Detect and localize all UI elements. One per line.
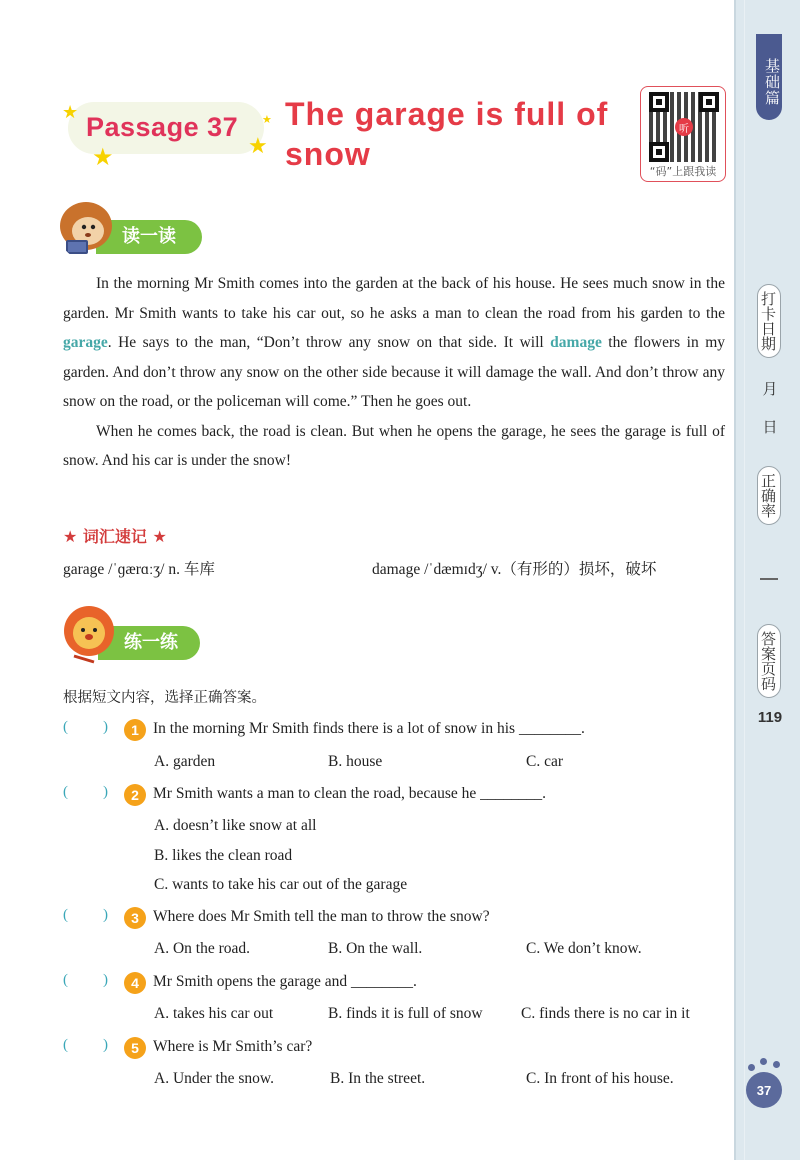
qr-finder-icon [649, 92, 669, 112]
option-c: C. finds there is no car in it [521, 1005, 690, 1022]
option-b: B. house [328, 753, 383, 770]
option-a: A. takes his car out [154, 1005, 274, 1022]
question-number-badge: 1 [124, 719, 146, 741]
page-number-badge: 37 [746, 1072, 782, 1108]
question-text: Where does Mr Smith tell the man to throw the snow? [153, 908, 490, 925]
option-a: A. garden [154, 753, 216, 770]
option-b: B. finds it is full of snow [328, 1005, 483, 1022]
question-number-badge: 4 [124, 972, 146, 994]
passage-number: Passage 37 [86, 112, 239, 142]
passage-paragraph: When he comes back, the road is clean. But when he opens the garage, he sees the garage is full of snow. And his car is under the snow! [63, 422, 725, 469]
question-1: ( ) 1 In the morning Mr Smith finds there is a lot of snow in his ________. [63, 719, 725, 741]
option-c: C. We don’t know. [526, 940, 642, 957]
option-c: C. In front of his house. [526, 1070, 674, 1087]
star-icon: ★ [62, 102, 79, 123]
passage-paragraph: In the morning Mr Smith comes into the garden at the back of his house. He sees much snow in the garden. Mr Smith wants to take his car out, so he asks a man to clean the road from his garden to the garage. He says to the man, “Don’t throw any snow on that side. It will damage the flowers in my garden. And don’t throw any snow on the other side because it will damage the wall. And don’t throw any snow on the road, or the policeman will come.” Then he goes out. [63, 275, 725, 410]
check-in-date-box: 打卡日期 [757, 284, 781, 358]
option-a: A. doesn’t like snow at all [154, 817, 317, 834]
question-text: Mr Smith opens the garage and ________. [153, 973, 417, 990]
page-title: The garage is full of snow [285, 96, 609, 172]
answer-page-number: 119 [757, 709, 783, 726]
option-c: C. car [526, 753, 564, 770]
question-2: ( ) 2 Mr Smith wants a man to clean the road, because he ________. [63, 784, 725, 806]
option-c: C. wants to take his car out of the garage [154, 876, 408, 893]
paw-toe-icon [760, 1058, 767, 1065]
instruction-text: 根据短文内容，选择正确答案。 [63, 690, 266, 706]
read-section-label: 读一读 [96, 220, 202, 254]
day-label: 日 [762, 418, 778, 436]
qr-caption: “码”上跟我读 [649, 165, 717, 178]
accuracy-blank [760, 578, 778, 580]
keyword-damage: damage [550, 334, 602, 351]
question-5: ( ) 5 Where is Mr Smith’s car? [63, 1037, 725, 1059]
qr-code-card[interactable] [640, 86, 726, 182]
practice-section-label: 练一练 [98, 626, 200, 660]
reading-passage [63, 269, 725, 476]
question-text: Mr Smith wants a man to clean the road, because he ________. [153, 785, 546, 802]
option-a: A. On the road. [154, 940, 250, 957]
accuracy-box: 正确率 [757, 466, 781, 525]
option-b: B. likes the clean road [154, 847, 293, 864]
vocab-item-damage: damage /ˈdæmɪdʒ/ v.（有形的）损坏，破坏 [372, 561, 657, 578]
question-4: ( ) 4 Mr Smith opens the garage and ________. [63, 972, 725, 994]
side-strip [734, 0, 800, 1160]
question-3: ( ) 3 Where does Mr Smith tell the man to throw the snow? [63, 907, 725, 929]
section-tab: 基础篇 [756, 34, 782, 120]
star-icon: ★ [262, 113, 272, 126]
qr-finder-icon [699, 92, 719, 112]
vocab-item-garage: garage /ˈɡærɑːʒ/ n. 车库 [63, 561, 215, 578]
paw-toe-icon [748, 1064, 755, 1071]
question-number-badge: 5 [124, 1037, 146, 1059]
option-b: B. On the wall. [328, 940, 423, 957]
lion-icon [62, 604, 116, 666]
question-text: Where is Mr Smith’s car? [153, 1038, 313, 1055]
keyword-garage: garage [63, 334, 108, 351]
question-number-badge: 2 [124, 784, 146, 806]
question-text: In the morning Mr Smith finds there is a lot of snow in his ________. [153, 720, 585, 737]
vocabulary-title: ★ 词汇速记 ★ [63, 527, 167, 546]
qr-finder-icon [649, 142, 669, 162]
option-b: B. In the street. [330, 1070, 426, 1087]
listen-badge: 听 [675, 118, 693, 136]
hedgehog-reading-icon [58, 198, 114, 260]
star-icon: ★ [92, 143, 114, 171]
month-label: 月 [762, 380, 778, 398]
question-number-badge: 3 [124, 907, 146, 929]
star-icon: ★ [248, 134, 268, 159]
paw-toe-icon [773, 1061, 780, 1068]
option-a: A. Under the snow. [154, 1070, 274, 1087]
answer-page-box: 答案页码 [757, 624, 781, 698]
